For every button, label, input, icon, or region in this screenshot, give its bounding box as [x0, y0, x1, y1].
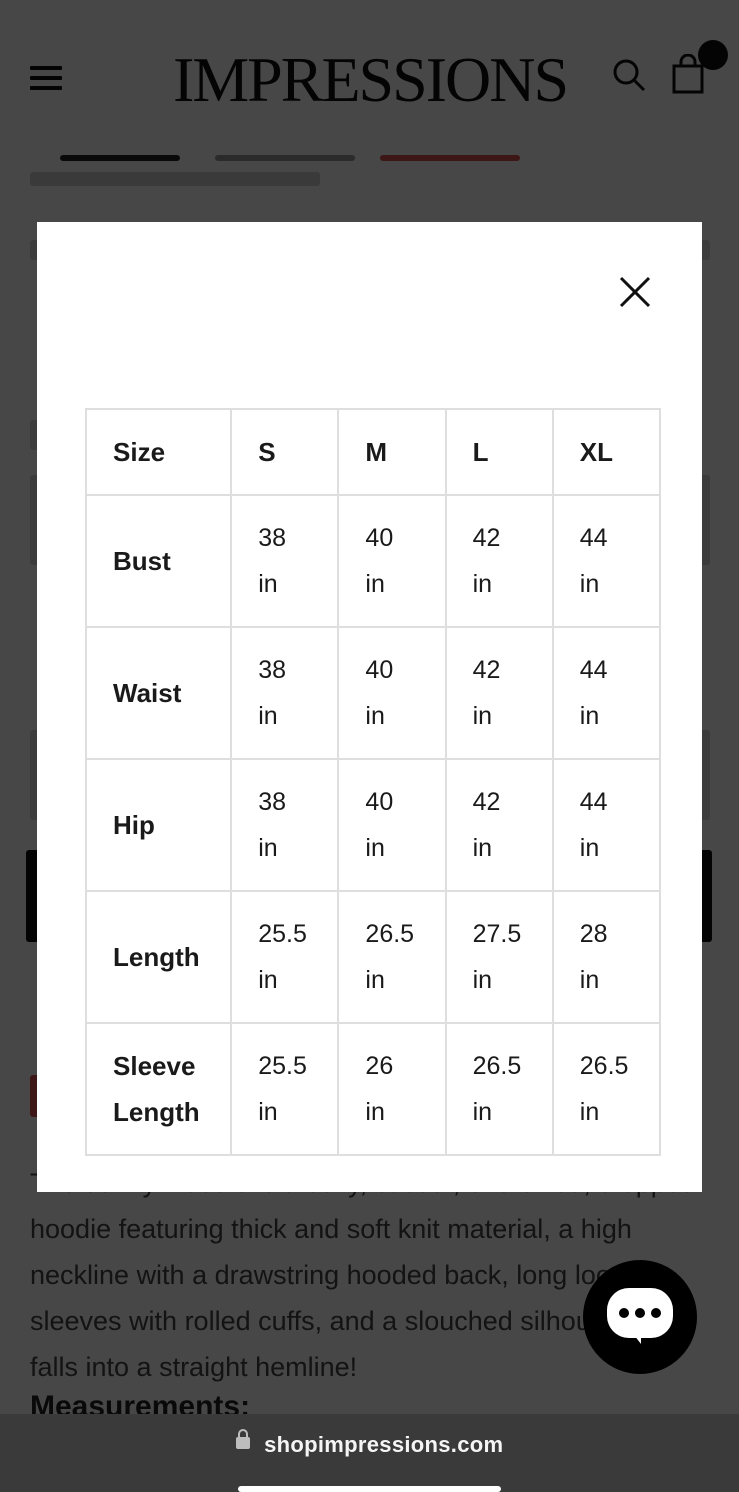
table-header-cell: S [231, 409, 338, 495]
lock-icon [236, 1437, 250, 1449]
close-icon[interactable] [613, 270, 657, 314]
url-text: shopimpressions.com [264, 1432, 504, 1457]
table-header-cell: Size [86, 409, 231, 495]
table-header-cell: XL [553, 409, 660, 495]
chat-button[interactable] [583, 1260, 697, 1374]
table-header-cell: M [338, 409, 445, 495]
table-cell: 26.5 in [553, 1023, 660, 1155]
table-cell: 27.5 in [446, 891, 553, 1023]
table-header-row [86, 409, 660, 495]
table-row [86, 627, 660, 759]
table-cell: 38 in [231, 759, 338, 891]
size-chart-modal [37, 222, 702, 1192]
row-label: Length [86, 891, 231, 1023]
table-row [86, 891, 660, 1023]
table-cell: 26.5 in [338, 891, 445, 1023]
table-cell: 25.5 in [231, 1023, 338, 1155]
row-label: Bust [86, 495, 231, 627]
table-cell: 42 in [446, 759, 553, 891]
table-cell: 44 in [553, 627, 660, 759]
row-label: Waist [86, 627, 231, 759]
table-cell: 38 in [231, 627, 338, 759]
table-cell: 40 in [338, 495, 445, 627]
table-cell: 26 in [338, 1023, 445, 1155]
table-cell: 25.5 in [231, 891, 338, 1023]
size-chart-table [85, 408, 661, 1156]
home-indicator[interactable] [238, 1486, 501, 1492]
table-row [86, 1023, 660, 1155]
row-label: Hip [86, 759, 231, 891]
browser-url-bar[interactable] [0, 1414, 739, 1492]
table-cell: 44 in [553, 759, 660, 891]
table-cell: 38 in [231, 495, 338, 627]
table-header-cell: L [446, 409, 553, 495]
table-row [86, 495, 660, 627]
table-cell: 42 in [446, 627, 553, 759]
table-row [86, 759, 660, 891]
table-cell: 42 in [446, 495, 553, 627]
table-cell: 40 in [338, 627, 445, 759]
table-cell: 40 in [338, 759, 445, 891]
table-cell: 28 in [553, 891, 660, 1023]
row-label: Sleeve Length [86, 1023, 231, 1155]
table-cell: 44 in [553, 495, 660, 627]
table-cell: 26.5 in [446, 1023, 553, 1155]
